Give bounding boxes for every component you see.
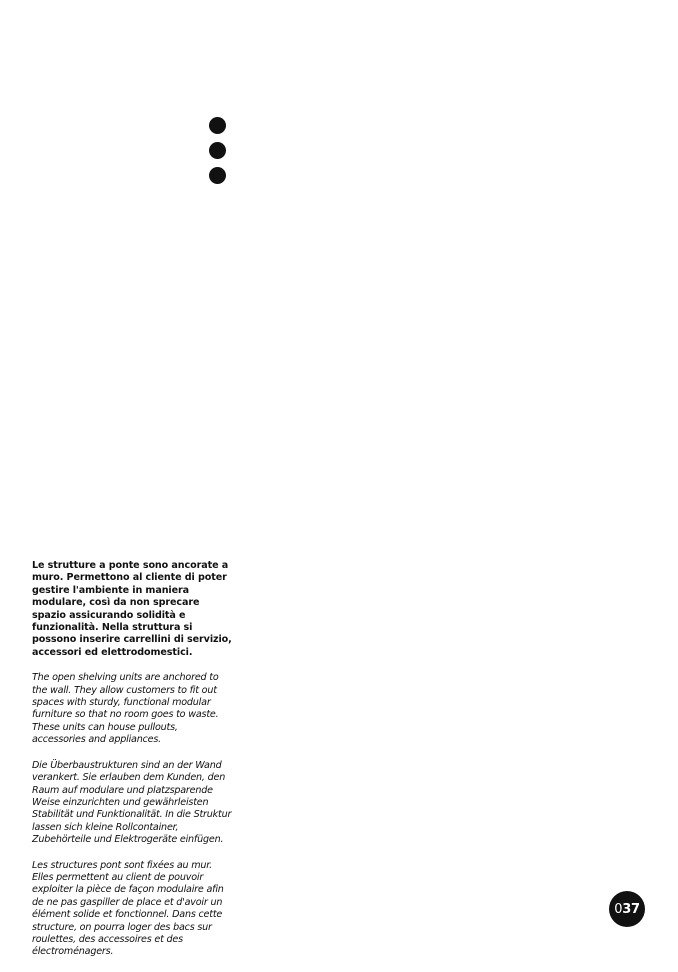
dot-3 xyxy=(209,167,226,184)
page-number: 37 xyxy=(622,901,640,917)
text-german: Die Überbaustrukturen sind an der Wand verankert. Sie erlauben dem Kunden, den Raum auf modulare und platzsparende Weise einzurichten und gewährleisten Stabilität und Funktionalität. In die Struktur lassen sich kleine Rollcontainer, Zubehörteile und Elektrogeräte einfügen. xyxy=(32,759,232,846)
page-number-prefix: 0 xyxy=(614,901,623,917)
text-english: The open shelving units are anchored to the wall. They allow customers to fit out spaces with sturdy, functional modular furniture so that no room goes to waste. These units can house pullouts, accessories and appliances. xyxy=(32,672,219,746)
dot-2 xyxy=(209,142,226,159)
page-number-badge xyxy=(609,891,645,927)
description-column xyxy=(32,560,232,972)
text-italian: Le strutture a ponte sono ancorate a muro. Permettono al cliente di poter gestire l'ambiente in maniera modulare, così da non sprecare spazio assicurando solidità e funzionalità. Nella struttura si possono inserire carrellini di servizio, accessori ed elettrodomestici. xyxy=(32,560,232,658)
decorative-dots xyxy=(209,117,226,192)
dot-1 xyxy=(209,117,226,134)
text-french: Les structures pont sont fixées au mur. Elles permettent au client de pouvoir exploiter la pièce de façon modulaire afin de ne pas gaspiller de place et d'avoir un élément solide et fonctionnel. Dans cette structure, on pourra loger des bacs sur roulettes, des accessoires et des électroménagers. xyxy=(32,859,224,958)
